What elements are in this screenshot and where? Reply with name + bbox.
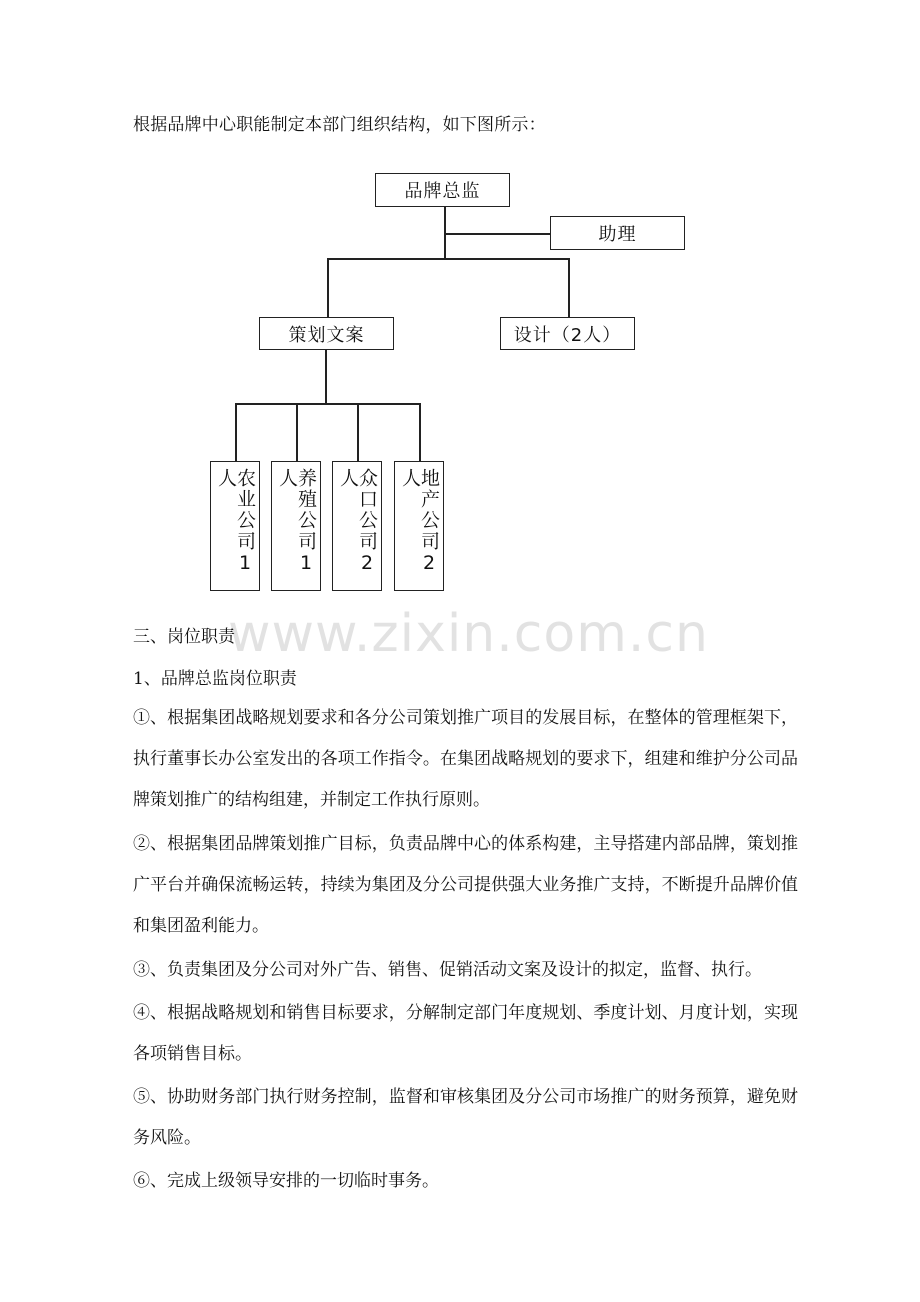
duty-paragraph-6: ⑥、完成上级领导安排的一切临时事务。 [133, 1171, 439, 1191]
connector-director-down [444, 206, 446, 258]
subunit-label-4: 地产公司2人 [399, 468, 440, 576]
design-label: 设计（2人） [513, 324, 622, 346]
connector-sub-2 [296, 403, 298, 461]
duty-paragraph-4: ④、根据战略规划和销售目标要求，分解制定部门年度规划、季度计划、月度计划，实现各项销售目标。 [133, 1003, 798, 1064]
connector-sub-horizontal [235, 403, 420, 405]
duty-paragraph-1: ①、根据集团战略规划要求和各分公司策划推广项目的发展目标，在整体的管理框架下，执行董事长办公室发出的各项工作指令。在集团战略规划的要求下，组建和维护分公司品牌策划推广的结构组建，并制定工作执行原则。 [133, 708, 798, 810]
director-label: 品牌总监 [404, 181, 481, 202]
connector-sub-3 [357, 403, 359, 461]
connector-planning-drop [327, 258, 329, 318]
connector-branch-horizontal [327, 258, 569, 260]
intro-text: 根据品牌中心职能制定本部门组织结构，如下图所示： [133, 115, 546, 135]
subsection-title: 1、品牌总监岗位职责 [133, 669, 297, 689]
section-title: 三、岗位职责 [133, 627, 235, 647]
connector-design-drop [568, 258, 570, 318]
connector-sub-4 [419, 403, 421, 461]
subunit-label-2: 养殖公司1人 [276, 468, 317, 576]
director-box [375, 173, 510, 207]
subunit-label-3: 众口公司2人 [337, 468, 378, 576]
planning-label: 策划文案 [288, 324, 365, 346]
duty-paragraph-2: ②、根据集团品牌策划推广目标，负责品牌中心的体系构建，主导搭建内部品牌，策划推广平台并确保流畅运转，持续为集团及分公司提供强大业务推广支持，不断提升品牌价值和集团盈利能力。 [133, 834, 798, 936]
subunit-box-1 [210, 461, 260, 591]
subunit-box-2 [271, 461, 321, 591]
subunit-box-3 [332, 461, 382, 591]
connector-sub-1 [235, 403, 237, 461]
connector-assistant [444, 233, 550, 235]
design-box [500, 317, 635, 350]
duty-paragraph-3: ③、负责集团及分公司对外广告、销售、促销活动文案及设计的拟定，监督、执行。 [133, 960, 762, 980]
assistant-label: 助理 [598, 224, 637, 245]
assistant-box [550, 216, 685, 250]
subunit-label-1: 农业公司1人 [215, 468, 256, 576]
subunit-box-4 [394, 461, 444, 591]
connector-planning-down [325, 348, 327, 404]
duty-paragraph-5: ⑤、协助财务部门执行财务控制，监督和审核集团及分公司市场推广的财务预算，避免财务风险。 [133, 1087, 798, 1148]
watermark: www.zixin.com.cn [228, 604, 709, 664]
planning-box [259, 317, 394, 350]
